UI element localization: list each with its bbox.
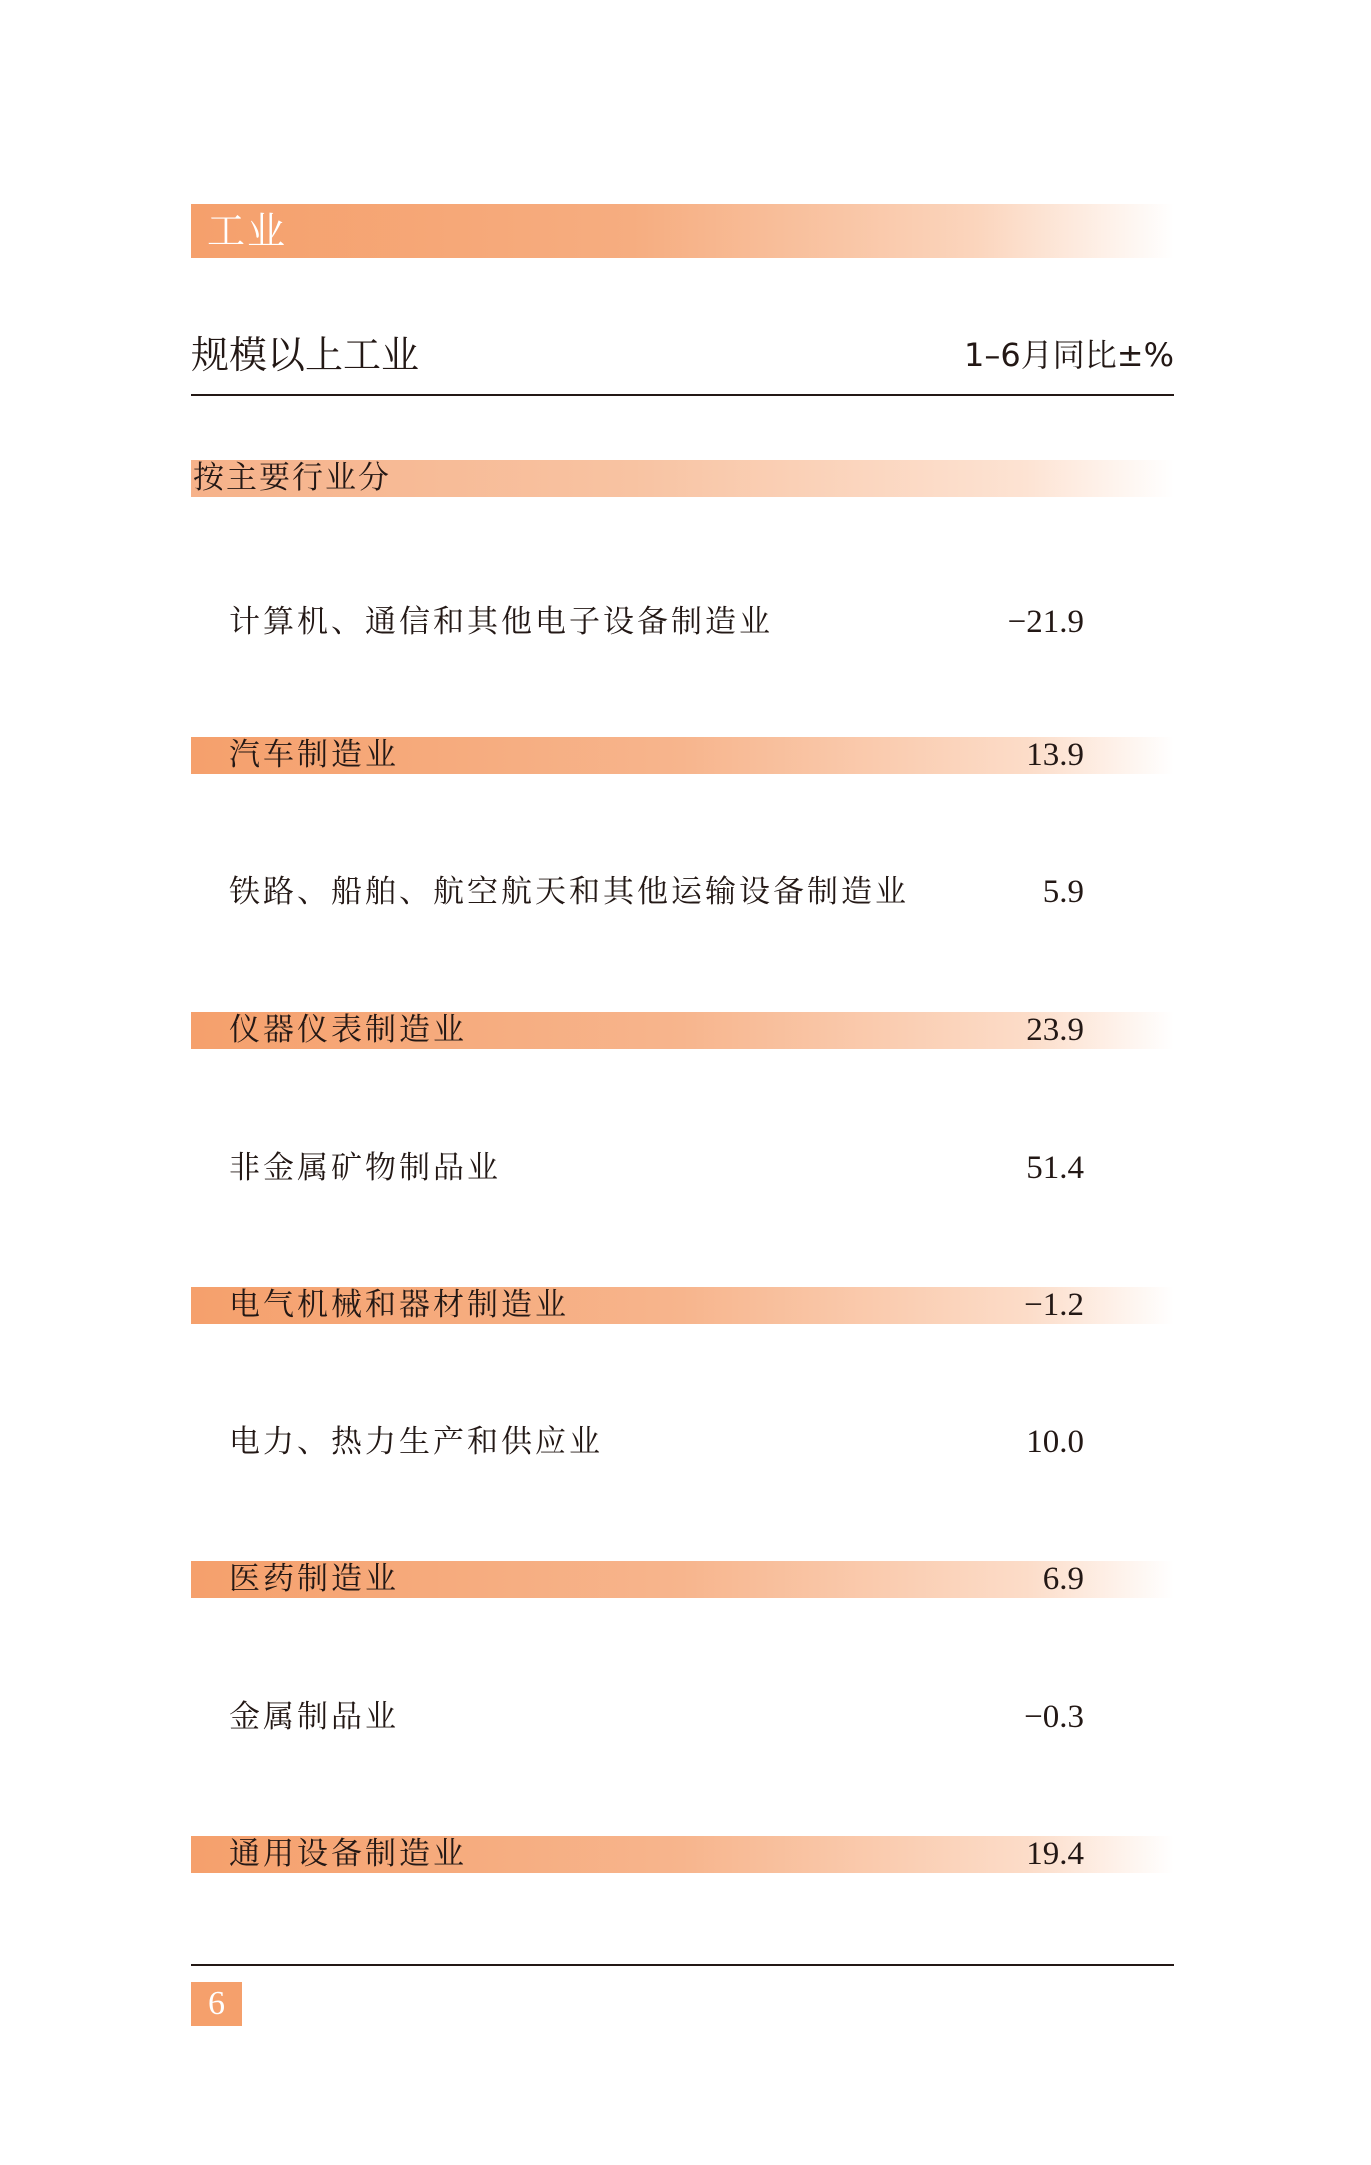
section-banner — [191, 204, 1174, 258]
subheading-label: 按主要行业分 — [193, 460, 391, 496]
row-value: 23.9 — [1026, 1012, 1084, 1048]
section-title: 工业 — [207, 209, 288, 253]
table-row — [191, 737, 1174, 774]
table-row — [191, 1836, 1174, 1873]
subheading-bar — [191, 460, 1174, 497]
row-label: 非金属矿物制品业 — [229, 1150, 501, 1186]
row-label: 计算机、通信和其他电子设备制造业 — [229, 604, 773, 640]
table-row — [191, 1150, 1174, 1187]
table-row — [191, 1424, 1174, 1461]
row-value: 5.9 — [1042, 874, 1084, 910]
row-label: 金属制品业 — [229, 1699, 399, 1735]
row-value: 19.4 — [1026, 1836, 1084, 1872]
row-label: 仪器仪表制造业 — [229, 1012, 467, 1048]
table-row — [191, 1699, 1174, 1736]
row-label: 电力、热力生产和供应业 — [229, 1424, 603, 1460]
table-row — [191, 1287, 1174, 1324]
heading-divider — [191, 394, 1174, 396]
row-label: 医药制造业 — [229, 1561, 399, 1597]
table-unit-label: 1–6月同比±% — [964, 336, 1174, 374]
row-value: 10.0 — [1026, 1424, 1084, 1460]
row-value: −1.2 — [1024, 1287, 1084, 1323]
table-row — [191, 1012, 1174, 1049]
table-title: 规模以上工业 — [191, 333, 420, 377]
table-row — [191, 604, 1174, 641]
row-value: −0.3 — [1024, 1699, 1084, 1735]
row-value: −21.9 — [1007, 604, 1084, 640]
table-row — [191, 874, 1174, 911]
row-value: 51.4 — [1026, 1150, 1084, 1186]
table-row — [191, 1561, 1174, 1598]
row-label: 通用设备制造业 — [229, 1836, 467, 1872]
table-heading — [191, 328, 1174, 392]
footer-divider — [191, 1964, 1174, 1966]
row-label: 电气机械和器材制造业 — [229, 1287, 569, 1323]
page-number: 6 — [191, 1982, 242, 2026]
row-label: 铁路、船舶、航空航天和其他运输设备制造业 — [229, 874, 909, 910]
row-value: 6.9 — [1042, 1561, 1084, 1597]
row-value: 13.9 — [1026, 737, 1084, 773]
row-label: 汽车制造业 — [229, 737, 399, 773]
